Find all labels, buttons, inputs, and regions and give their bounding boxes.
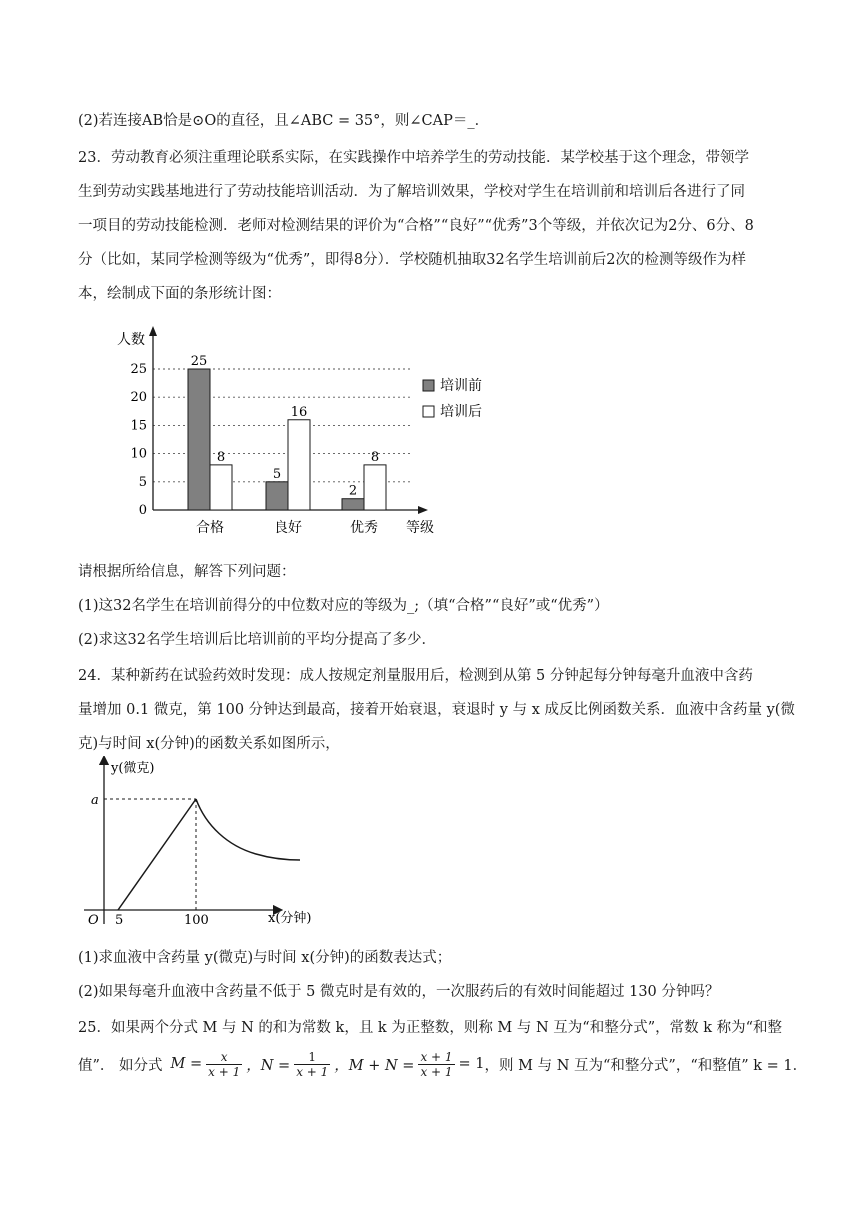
bar-chart	[100, 322, 500, 542]
x-axis-arrow	[418, 506, 428, 514]
legend-swatch-培训后	[423, 406, 434, 417]
y-axis-label: 人数	[117, 332, 145, 348]
q24-line-2: 量增加 0.1 微克，第 100 分钟达到最高，接着开始衰退，衰退时 y 与 x 成反比例函数关系．血液中含药量 y(微	[78, 702, 795, 718]
formula-sum-lhs: ，M + N =	[334, 1057, 415, 1074]
q22-part2: (2)若连接AB恰是⊙O的直径，且∠ABC = 35°，则∠CAP＝_．	[78, 113, 490, 129]
x-axis-label: x(分钟)	[268, 911, 312, 926]
bar-value-合格-培训后: 8	[216, 449, 226, 465]
fraction-m-den: x + 1	[208, 1064, 241, 1079]
q23-part1: (1)这32名学生在培训前得分的中位数对应的等级为_;（填“合格”“良好”或“优秀”）	[78, 598, 609, 614]
decay-curve	[196, 799, 300, 860]
bar-value-良好-培训后: 16	[290, 404, 308, 420]
fraction-sum	[418, 1050, 454, 1079]
y-tick-a: a	[91, 793, 99, 808]
origin-label: O	[88, 913, 99, 928]
q25-line-1: 25．如果两个分式 M 与 N 的和为常数 k，且 k 为正整数，则称 M 与 N 互为“和整分式”，常数 k 称为“和整	[78, 1020, 783, 1036]
bar-value-合格-培训前: 25	[190, 354, 208, 369]
q23-prompt: 请根据所给信息，解答下列问题：	[78, 564, 296, 580]
y-tick-label-5: 5	[138, 474, 147, 490]
formula-m-lhs: M =	[170, 1056, 203, 1072]
fraction-n	[294, 1050, 330, 1079]
q23-part2: (2)求这32名学生培训后比培训前的平均分提高了多少．	[78, 632, 436, 648]
q25-line-2-tail: ，则 M 与 N 互为“和整分式”，“和整值” k = 1．	[484, 1057, 808, 1074]
y-tick-label-20: 20	[130, 390, 147, 406]
q24-line-1: 24．某种新药在试验药效时发现：成人按规定剂量服用后，检测到从第 5 分钟起每分钟每毫升血液中含药	[78, 668, 753, 684]
fraction-n-den: x + 1	[296, 1064, 329, 1079]
formula-n-lhs: ，N =	[246, 1057, 291, 1074]
bar-value-优秀-培训前: 2	[348, 483, 358, 499]
bar-良好-培训后	[288, 420, 310, 510]
x-tick-label-良好: 良好	[274, 520, 302, 536]
bar-优秀-培训前	[342, 499, 364, 510]
q24-line-3: 克)与时间 x(分钟)的函数关系如图所示，	[78, 736, 340, 752]
bar-value-优秀-培训后: 8	[370, 449, 380, 465]
fraction-sum-num: x + 1	[420, 1049, 453, 1064]
q24-part2: (2)如果每毫升血液中含药量不低于 5 微克时是有效的，一次服药后的有效时间能超过 130 分钟吗？	[78, 984, 720, 1000]
q25-line-2-intro: 值”． 如分式	[78, 1057, 163, 1074]
x-tick-label-合格: 合格	[196, 520, 224, 536]
y-tick-label-10: 10	[130, 446, 147, 462]
y-axis-label: y(微克)	[111, 761, 155, 776]
increase-segment	[118, 799, 196, 910]
bar-value-良好-培训前: 5	[272, 466, 282, 482]
fraction-m-num: x	[220, 1049, 228, 1064]
x-tick-label-优秀: 优秀	[350, 520, 378, 536]
x-tick-5: 5	[115, 913, 124, 928]
q23-line-1: 23．劳动教育必须注重理论联系实际，在实践操作中培养学生的劳动技能．某学校基于这个理念，带领学	[78, 150, 749, 166]
fraction-n-num: 1	[308, 1049, 317, 1064]
legend-label-培训前: 培训前	[440, 378, 482, 394]
q23-line-2: 生到劳动实践基地进行了劳动技能培训活动．为了解培训效果，学校对学生在培训前和培训后各进行了同	[78, 184, 745, 200]
fraction-m	[206, 1050, 242, 1079]
q23-line-3: 一项目的劳动技能检测．老师对检测结果的评价为“合格”“良好”“优秀”3个等级，并依次记为2分、6分、8	[78, 218, 754, 234]
y-tick-label-15: 15	[130, 418, 147, 434]
y-tick-label-25: 25	[130, 362, 147, 377]
bar-合格-培训前	[188, 369, 210, 510]
q23-line-5: 本，绘制成下面的条形统计图：	[78, 286, 281, 302]
y-axis-arrow	[149, 326, 157, 336]
q25-line-2	[78, 1042, 807, 1086]
q24-part1: (1)求血液中含药量 y(微克)与时间 x(分钟)的函数表达式；	[78, 950, 452, 966]
legend-swatch-培训前	[423, 380, 434, 391]
legend-label-培训后: 培训后	[440, 404, 482, 420]
bar-合格-培训后	[210, 465, 232, 510]
formula-sum-rhs: = 1	[458, 1056, 485, 1072]
fraction-sum-den: x + 1	[420, 1064, 453, 1079]
x-tick-100: 100	[184, 913, 209, 928]
bar-优秀-培训后	[364, 465, 386, 510]
x-axis-label: 等级	[406, 520, 434, 536]
y-tick-label-0: 0	[138, 503, 147, 518]
q23-line-4: 分（比如，某同学检测等级为“优秀”，即得8分）．学校随机抽取32名学生培训前后2次的检测等级作为样	[78, 252, 746, 268]
bar-良好-培训前	[266, 482, 288, 510]
function-graph	[78, 756, 338, 936]
